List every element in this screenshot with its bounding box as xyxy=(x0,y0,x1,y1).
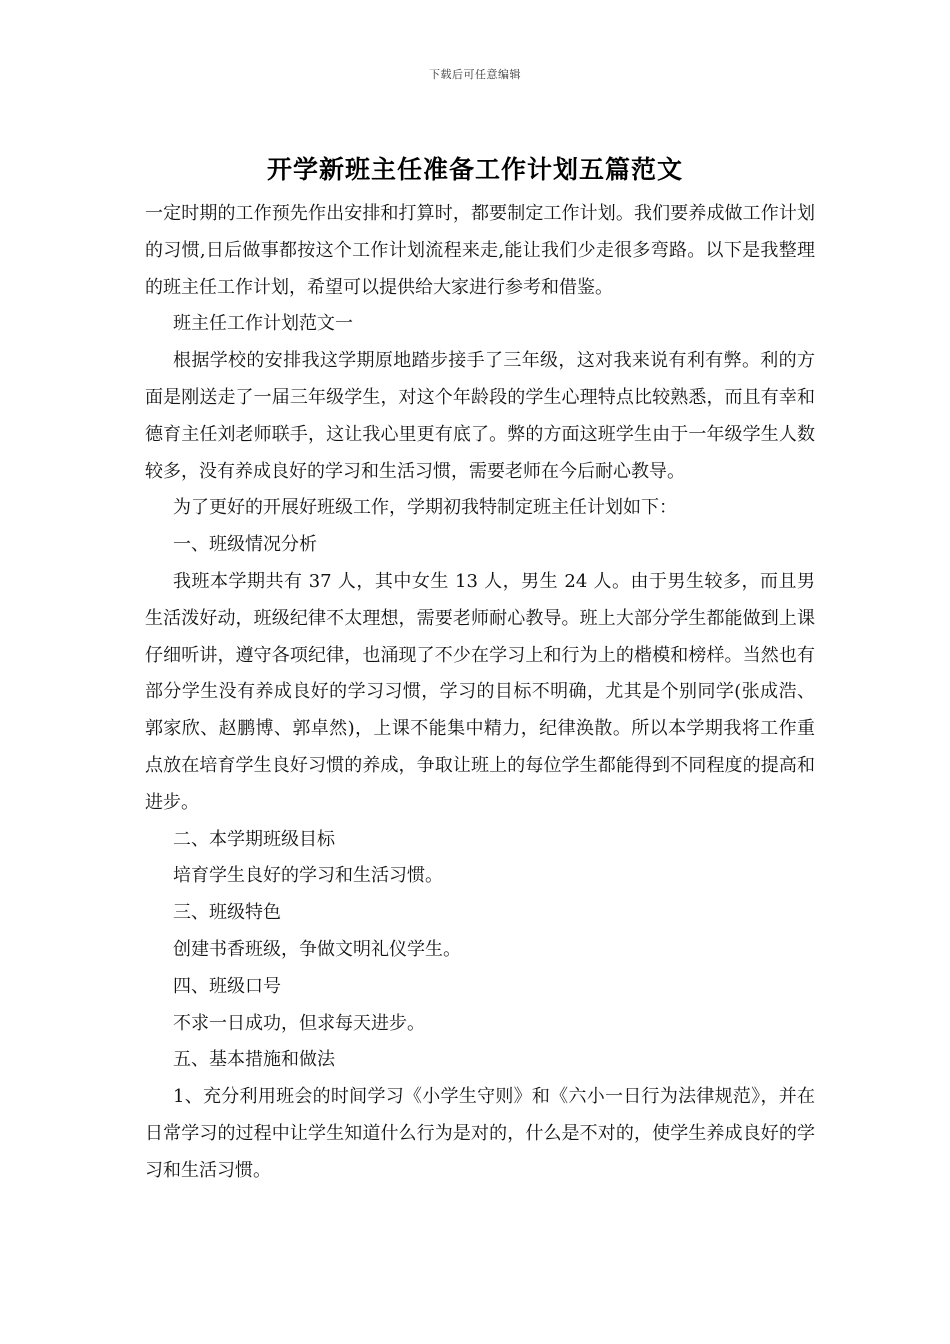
paragraph: 根据学校的安排我这学期原地踏步接手了三年级，这对我来说有利有弊。利的方面是刚送走了一届三年级学生，对这个年龄段的学生心理特点比较熟悉，而且有幸和德育主任刘老师联手，这让我心里更有底了。弊的方面这班学生由于一年级学生人数较多，没有养成良好的学习和生活习惯，需要老师在今后耐心教导。 xyxy=(145,350,815,482)
document-title: 开学新班主任准备工作计划五篇范文 xyxy=(266,155,683,184)
paragraph-intro: 一定时期的工作预先作出安排和打算时，都要制定工作计划。我们要养成做工作计划的习惯,日后做事都按这个工作计划流程来走,能让我们少走很多弯路。以下是我整理的班主任工作计划，希望可以提供给大家进行参考和借鉴。 xyxy=(145,203,815,298)
section-heading: 四、班级口号 xyxy=(173,975,281,997)
paragraph: 培育学生良好的学习和生活习惯。 xyxy=(173,865,443,887)
section-heading: 三、班级特色 xyxy=(173,902,281,924)
paragraph: 我班本学期共有 37 人，其中女生 13 人，男生 24 人。由于男生较多，而且男生活泼好动，班级纪律不太理想，需要老师耐心教导。班上大部分学生都能做到上课仔细听讲，遵守各项纪律，也涌现了不少在学习上和行为上的楷模和榜样。当然也有部分学生没有养成良好的学习习惯，学习的目标不明确，尤其是个别同学(张成浩、郭家欣、赵鹏博、郭卓然)，上课不能集中精力，纪律涣散。所以本学期我将工作重点放在培育学生良好习惯的养成，争取让班上的每位学生都能得到不同程度的提高和进步。 xyxy=(145,570,815,813)
paragraph: 创建书香班级，争做文明礼仪学生。 xyxy=(173,938,461,960)
paragraph: 不求一日成功，但求每天进步。 xyxy=(173,1012,425,1034)
paragraph: 1、充分利用班会的时间学习《小学生守则》和《六小一日行为法律规范》，并在日常学习的过程中让学生知道什么行为是对的，什么是不对的，使学生养成良好的学习和生活习惯。 xyxy=(145,1086,815,1181)
section-heading: 班主任工作计划范文一 xyxy=(173,313,353,335)
section-heading: 二、本学期班级目标 xyxy=(173,828,335,850)
paragraph: 为了更好的开展好班级工作，学期初我特制定班主任计划如下： xyxy=(173,497,677,519)
document-body xyxy=(145,196,815,1190)
header-note: 下载后可任意编辑 xyxy=(429,68,521,81)
section-heading: 五、基本措施和做法 xyxy=(173,1049,335,1071)
section-heading: 一、班级情况分析 xyxy=(173,534,317,556)
